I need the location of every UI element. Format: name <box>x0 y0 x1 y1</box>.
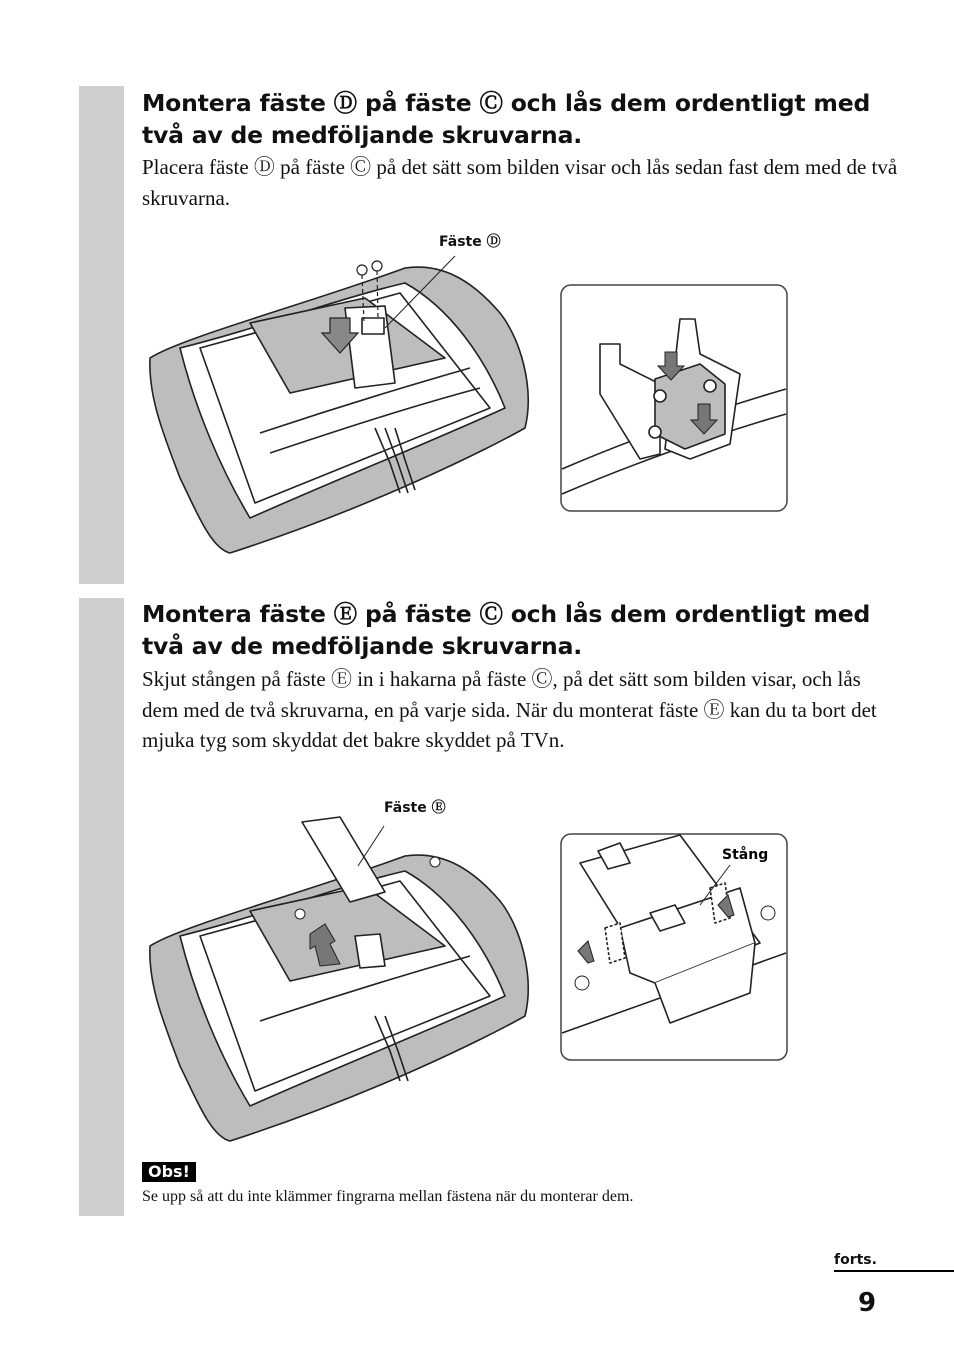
step-2-detail-illustration <box>560 833 788 1061</box>
note-badge: Obs! <box>142 1162 196 1182</box>
step-2-callout: Fäste Ⓔ <box>384 800 446 816</box>
step-2-tv-illustration <box>140 816 540 1146</box>
step-2-sidebar <box>79 598 124 1216</box>
step-1-detail-illustration <box>560 284 788 512</box>
step-1-heading: Montera fäste Ⓓ på fäste Ⓒ och lås dem ordentligt med två av de medföljande skruvarna. <box>142 89 871 149</box>
step-2-heading: Montera fäste Ⓔ på fäste Ⓒ och lås dem ordentligt med två av de medföljande skruvarna. <box>142 600 871 660</box>
note-text: Se upp så att du inte klämmer fingrarna mellan fästena när du monterar dem. <box>142 1188 634 1205</box>
step-2-detail-callout: Stång <box>722 847 769 863</box>
step-1-tv-illustration <box>140 248 540 558</box>
page-number: 9 <box>858 1288 877 1318</box>
step-1-sidebar <box>79 86 124 584</box>
step-2-body: Skjut stången på fäste Ⓔ in i hakarna på fäste Ⓒ, på det sätt som bilden visar, och lås dem med de två skruvarna, en på varje sida. När du monterat fäste Ⓔ kan du ta bort det mjuka tyg som skyddat det bakre skyddet på TVn. <box>142 667 877 752</box>
step-1-body: Placera fäste Ⓓ på fäste Ⓒ på det sätt som bilden visar och lås sedan fast dem med de två skruvarna. <box>142 155 898 210</box>
continued-label: forts. <box>834 1252 954 1272</box>
step-1-callout: Fäste Ⓓ <box>439 234 501 250</box>
